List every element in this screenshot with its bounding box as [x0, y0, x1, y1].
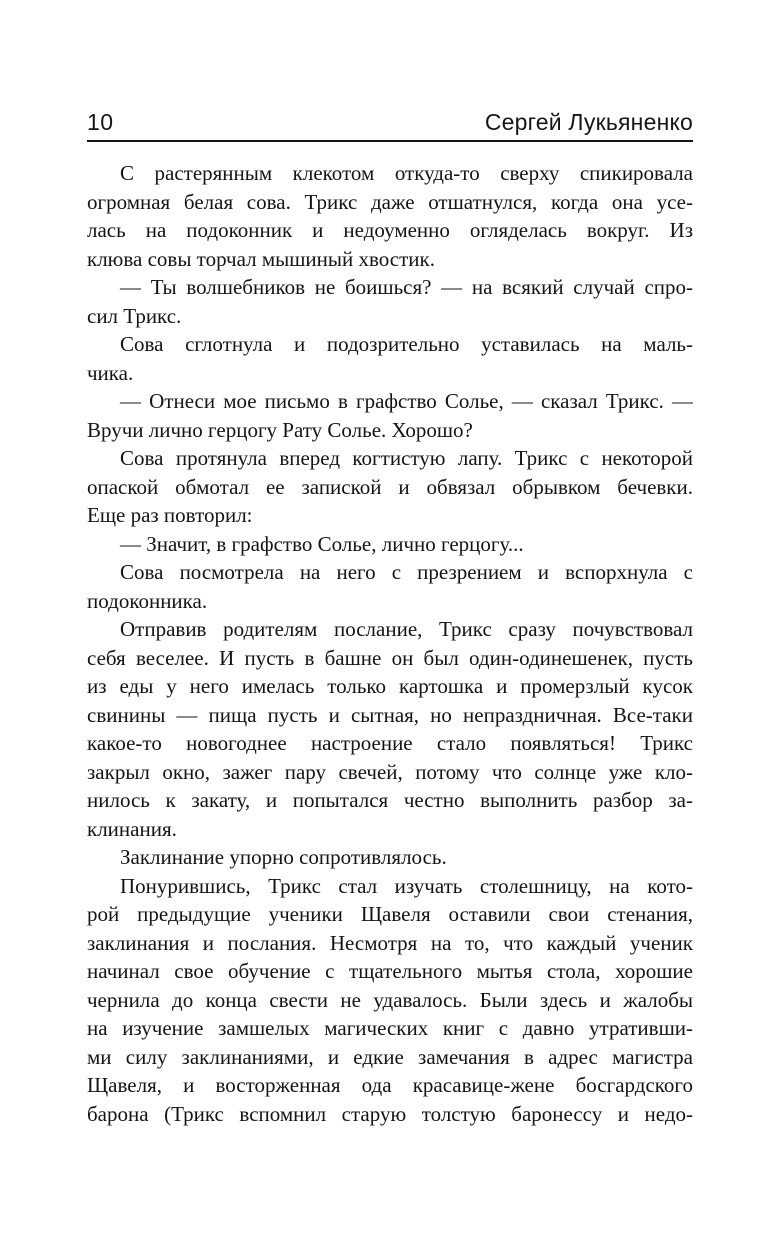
- text-line: Щавеля, и восторженная ода красавице-жене босгардского: [87, 1073, 693, 1097]
- text-line: — Отнеси мое письмо в графство Солье, — сказал Трикс. —: [120, 389, 693, 413]
- running-head-author: Сергей Лукьяненко: [484, 109, 693, 135]
- text-line: барона (Трикс вспомнил старую толстую баронессу и недо-: [87, 1101, 693, 1126]
- text-line: на изучение замшелых магических книг с давно утративши-: [87, 1016, 693, 1040]
- text-line: клинания.: [87, 816, 177, 841]
- text-line: себя веселее. И пусть в башне он был один-одинешенек, пусть: [87, 645, 693, 670]
- text-line: сил Трикс.: [87, 303, 182, 328]
- body-text: [87, 159, 693, 1128]
- text-line: — Ты волшебников не боишься? — на всякий случай спро-: [120, 275, 693, 299]
- text-line: закрыл окно, зажег пару свечей, потому что солнце уже кло-: [87, 759, 693, 784]
- text-line: Еще раз повторил:: [87, 503, 253, 527]
- text-line: ми силу заклинаниями, и едкие замечания в адрес магистра: [87, 1044, 693, 1069]
- text-line: из еды у него имелась только картошка и промерзлый кусок: [87, 674, 693, 698]
- text-line: Сова протянула вперед когтистую лапу. Трикс с некоторой: [120, 446, 693, 470]
- text-line: Сова сглотнула и подозрительно уставилась на маль-: [120, 332, 693, 356]
- running-header: [87, 108, 693, 136]
- text-line: Заклинание упорно сопротивлялось.: [120, 845, 447, 869]
- text-line: начинал свое обучение с тщательного мытья стола, хорошие: [87, 959, 693, 983]
- text-line: клюва совы торчал мышиный хвостик.: [87, 246, 435, 271]
- text-line: рой предыдущие ученики Щавеля оставили свои стенания,: [87, 902, 693, 926]
- text-line: Отправив родителям послание, Трикс сразу почувствовал: [120, 617, 693, 641]
- text-line: С растерянным клекотом откуда-то сверху спикировала: [120, 161, 693, 185]
- text-line: свинины — пища пусть и сытная, но непраздничная. Все-таки: [87, 702, 693, 727]
- text-line: подоконника.: [87, 588, 208, 613]
- text-line: нилось к закату, и попытался честно выполнить разбор за-: [87, 788, 693, 812]
- page-number: 10: [87, 109, 114, 135]
- text-line: Понурившись, Трикс стал изучать столешницу, на кото-: [120, 873, 693, 898]
- text-line: лась на подоконник и недоуменно огляделась вокруг. Из: [87, 218, 693, 242]
- text-line: огромная белая сова. Трикс даже отшатнулся, когда она усе-: [87, 189, 693, 214]
- text-line: чика.: [87, 360, 134, 385]
- header-rule: [87, 140, 693, 142]
- text-line: опаской обмотал ее запиской и обвязал обрывком бечевки.: [87, 474, 693, 499]
- text-line: Вручи лично герцогу Рату Солье. Хорошо?: [87, 417, 473, 442]
- text-line: чернила до конца свести не удавалось. Были здесь и жалобы: [87, 987, 693, 1012]
- text-line: заклинания и послания. Несмотря на то, что каждый ученик: [87, 930, 693, 955]
- text-line: Сова посмотрела на него с презрением и вспорхнула с: [120, 560, 693, 584]
- text-line: — Значит, в графство Солье, лично герцогу...: [120, 531, 524, 556]
- text-line: какое-то новогоднее настроение стало появляться! Трикс: [87, 731, 693, 755]
